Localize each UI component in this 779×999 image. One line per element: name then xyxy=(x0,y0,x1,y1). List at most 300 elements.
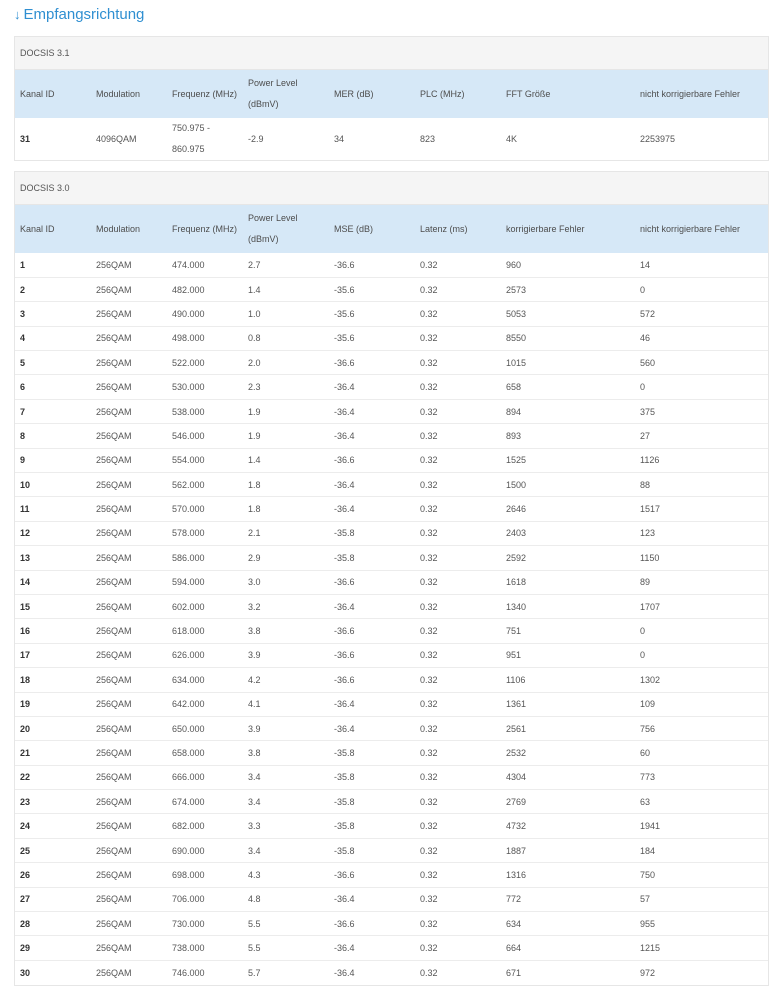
table-cell: 256QAM xyxy=(91,473,167,497)
column-header: Power Level (dBmV) xyxy=(248,78,298,109)
table-cell: 0 xyxy=(635,643,768,667)
table-cell: 3.8 xyxy=(243,741,329,765)
table-cell: 572 xyxy=(635,302,768,326)
table-cell: 0.32 xyxy=(415,741,501,765)
table-cell: 12 xyxy=(15,521,91,545)
table-cell: 730.000 xyxy=(167,912,243,936)
table-cell: 28 xyxy=(15,912,91,936)
table-cell: 375 xyxy=(635,399,768,423)
table-cell: -36.4 xyxy=(329,497,415,521)
table-cell: 560 xyxy=(635,351,768,375)
table-cell: 0.32 xyxy=(415,473,501,497)
table-cell: -36.4 xyxy=(329,594,415,618)
table-cell: 0.32 xyxy=(415,424,501,448)
table-cell: 490.000 xyxy=(167,302,243,326)
table-cell: 823 xyxy=(420,133,436,144)
column-header: PLC (MHz) xyxy=(420,88,465,99)
table-cell: 0.32 xyxy=(415,643,501,667)
table-cell: 88 xyxy=(635,473,768,497)
docsis30-table xyxy=(15,205,768,985)
table-cell: 11 xyxy=(15,497,91,521)
table-row xyxy=(15,643,768,667)
table-cell: 4.3 xyxy=(243,863,329,887)
table-cell: 750.975 - 860.975 xyxy=(172,123,211,154)
table-cell: 1500 xyxy=(501,473,635,497)
table-cell: 2.1 xyxy=(243,521,329,545)
table-cell: 0.32 xyxy=(415,790,501,814)
table-cell: 29 xyxy=(15,936,91,960)
table-cell: 706.000 xyxy=(167,887,243,911)
table-cell: 538.000 xyxy=(167,399,243,423)
table-cell: 5.7 xyxy=(248,967,261,978)
table-cell: 0.32 xyxy=(415,546,501,570)
table-cell: 256QAM xyxy=(91,912,167,936)
table-cell: 1707 xyxy=(635,594,768,618)
table-cell: 658.000 xyxy=(167,741,243,765)
table-cell: 562.000 xyxy=(167,473,243,497)
table-cell: 26 xyxy=(15,863,91,887)
table-cell: 23 xyxy=(15,790,91,814)
table-cell: 14 xyxy=(635,253,768,277)
table-cell: 30 xyxy=(20,967,31,978)
table-row xyxy=(15,814,768,838)
table-cell: 256QAM xyxy=(91,570,167,594)
table-cell: 256QAM xyxy=(91,326,167,350)
table-cell: 738.000 xyxy=(167,936,243,960)
table-cell: -36.6 xyxy=(329,668,415,692)
table-cell: 698.000 xyxy=(167,863,243,887)
table-cell: 4.8 xyxy=(243,887,329,911)
table-cell: 256QAM xyxy=(91,448,167,472)
table-cell: 4 xyxy=(15,326,91,350)
table-row xyxy=(15,326,768,350)
table-cell: 0.8 xyxy=(243,326,329,350)
table-cell: 256QAM xyxy=(91,351,167,375)
table-cell: 1 xyxy=(15,253,91,277)
table-cell: 1.9 xyxy=(243,399,329,423)
table-cell: 31 xyxy=(20,133,31,144)
table-cell: 650.000 xyxy=(167,716,243,740)
table-cell: 10 xyxy=(15,473,91,497)
table-cell: 256QAM xyxy=(91,692,167,716)
table-cell: 16 xyxy=(15,619,91,643)
table-cell: 682.000 xyxy=(167,814,243,838)
arrow-down-icon: ↓ xyxy=(14,6,21,22)
table-cell: 3.4 xyxy=(243,838,329,862)
table-row xyxy=(15,912,768,936)
table-cell: 3.9 xyxy=(243,643,329,667)
table-cell: 586.000 xyxy=(167,546,243,570)
table-row xyxy=(15,887,768,911)
table-cell: 256QAM xyxy=(91,765,167,789)
table-cell: 256QAM xyxy=(91,668,167,692)
table-cell: 27 xyxy=(635,424,768,448)
table-cell: 2646 xyxy=(501,497,635,521)
table-cell: -35.8 xyxy=(329,765,415,789)
table-cell: -36.4 xyxy=(329,887,415,911)
column-header: Modulation xyxy=(96,88,141,99)
column-header: korrigierbare Fehler xyxy=(506,223,585,234)
table-cell: -35.8 xyxy=(329,790,415,814)
column-header: nicht korrigierbare Fehler xyxy=(640,223,741,234)
table-cell: 474.000 xyxy=(167,253,243,277)
table-cell: 2.3 xyxy=(243,375,329,399)
table-cell: 2561 xyxy=(501,716,635,740)
table-cell: 7 xyxy=(15,399,91,423)
table-cell: 17 xyxy=(15,643,91,667)
table-cell: 3.3 xyxy=(243,814,329,838)
table-cell: -36.6 xyxy=(329,863,415,887)
table-cell: 256QAM xyxy=(91,375,167,399)
table-cell: -35.8 xyxy=(329,741,415,765)
table-cell: 773 xyxy=(635,765,768,789)
table-cell: 570.000 xyxy=(167,497,243,521)
table-cell: 602.000 xyxy=(167,594,243,618)
table-cell: 256QAM xyxy=(91,521,167,545)
table-cell: 19 xyxy=(15,692,91,716)
table-cell: 1.4 xyxy=(243,448,329,472)
table-cell: -35.8 xyxy=(329,521,415,545)
column-header: MER (dB) xyxy=(334,88,374,99)
table-cell: 3.9 xyxy=(243,716,329,740)
table-cell: 2253975 xyxy=(640,133,676,144)
table-cell: 256QAM xyxy=(91,302,167,326)
table-cell: -36.6 xyxy=(329,253,415,277)
table-cell: -36.4 xyxy=(329,716,415,740)
table-cell: -36.4 xyxy=(329,424,415,448)
column-header: nicht korrigierbare Fehler xyxy=(640,88,741,99)
table-cell: 14 xyxy=(15,570,91,594)
table-row xyxy=(15,399,768,423)
table-cell: 18 xyxy=(15,668,91,692)
column-header: FFT Größe xyxy=(506,88,551,99)
table-cell: 1106 xyxy=(501,668,635,692)
docsis31-title: DOCSIS 3.1 xyxy=(15,37,768,70)
table-cell: 256QAM xyxy=(91,936,167,960)
table-cell: -36.4 xyxy=(329,692,415,716)
table-cell: 0.32 xyxy=(415,497,501,521)
column-header: Latenz (ms) xyxy=(420,223,468,234)
table-cell: 0.32 xyxy=(415,692,501,716)
table-cell: 0.32 xyxy=(415,765,501,789)
table-row xyxy=(15,253,768,277)
table-cell: 15 xyxy=(15,594,91,618)
table-cell: 1.0 xyxy=(243,302,329,326)
table-row xyxy=(15,118,768,160)
table-cell: 1887 xyxy=(501,838,635,862)
table-cell: 2403 xyxy=(501,521,635,545)
table-cell: 256QAM xyxy=(91,814,167,838)
table-cell: 4304 xyxy=(501,765,635,789)
table-cell: 664 xyxy=(501,936,635,960)
table-cell: 4K xyxy=(506,133,518,144)
table-cell: 2592 xyxy=(501,546,635,570)
table-cell: 0 xyxy=(635,375,768,399)
table-cell: 626.000 xyxy=(167,643,243,667)
column-header: Modulation xyxy=(96,223,141,234)
table-cell: 21 xyxy=(15,741,91,765)
table-cell: 658 xyxy=(501,375,635,399)
table-cell: 0.32 xyxy=(415,521,501,545)
table-cell: -35.6 xyxy=(329,302,415,326)
table-cell: 772 xyxy=(501,887,635,911)
table-cell: 25 xyxy=(15,838,91,862)
table-cell: 256QAM xyxy=(91,497,167,521)
table-cell: 0.32 xyxy=(415,277,501,301)
table-cell: 750 xyxy=(635,863,768,887)
column-header: MSE (dB) xyxy=(334,223,374,234)
table-cell: 0.32 xyxy=(415,887,501,911)
table-cell: 1618 xyxy=(501,570,635,594)
table-cell: 2769 xyxy=(501,790,635,814)
table-row xyxy=(15,473,768,497)
table-cell: 0.32 xyxy=(415,594,501,618)
table-row xyxy=(15,936,768,960)
table-cell: 256QAM xyxy=(91,546,167,570)
table-cell: 0.32 xyxy=(415,912,501,936)
table-cell: -36.6 xyxy=(329,351,415,375)
table-cell: -36.4 xyxy=(329,399,415,423)
table-cell: 0.32 xyxy=(415,326,501,350)
table-row xyxy=(15,521,768,545)
table-cell: 1525 xyxy=(501,448,635,472)
docsis31-panel xyxy=(14,36,769,161)
table-cell: -35.6 xyxy=(329,277,415,301)
table-cell: 256QAM xyxy=(91,253,167,277)
column-header: Kanal ID xyxy=(20,223,55,234)
table-row xyxy=(15,619,768,643)
table-cell: 0.32 xyxy=(420,967,438,978)
table-header-row xyxy=(15,70,768,118)
table-cell: 0.32 xyxy=(415,302,501,326)
table-cell: -36.4 xyxy=(329,936,415,960)
table-cell: 2.9 xyxy=(243,546,329,570)
table-cell: 1.9 xyxy=(243,424,329,448)
table-cell: 6 xyxy=(15,375,91,399)
table-cell: 9 xyxy=(15,448,91,472)
table-cell: 751 xyxy=(501,619,635,643)
table-cell: 0 xyxy=(635,277,768,301)
table-cell: 2.0 xyxy=(243,351,329,375)
table-cell: 34 xyxy=(334,133,345,144)
table-cell: 0.32 xyxy=(415,838,501,862)
table-cell: 123 xyxy=(635,521,768,545)
table-cell: 634 xyxy=(501,912,635,936)
table-cell: 256QAM xyxy=(91,277,167,301)
table-cell: 666.000 xyxy=(167,765,243,789)
docsis30-panel xyxy=(14,171,769,986)
table-cell: -36.6 xyxy=(329,448,415,472)
table-cell: 0.32 xyxy=(415,863,501,887)
docsis30-title: DOCSIS 3.0 xyxy=(15,172,768,205)
table-cell: 0.32 xyxy=(415,814,501,838)
table-cell: 20 xyxy=(15,716,91,740)
table-cell: 8 xyxy=(15,424,91,448)
table-cell: 634.000 xyxy=(167,668,243,692)
table-cell: 1302 xyxy=(635,668,768,692)
table-cell: 671 xyxy=(506,967,522,978)
table-cell: 0.32 xyxy=(415,253,501,277)
table-cell: 746.000 xyxy=(172,967,205,978)
table-cell: -36.6 xyxy=(329,570,415,594)
table-cell: 530.000 xyxy=(167,375,243,399)
table-cell: -36.4 xyxy=(329,375,415,399)
table-cell: 756 xyxy=(635,716,768,740)
table-cell: 3.4 xyxy=(243,790,329,814)
table-cell: 0.32 xyxy=(415,351,501,375)
table-cell: 522.000 xyxy=(167,351,243,375)
table-cell: 0.32 xyxy=(415,399,501,423)
table-row xyxy=(15,594,768,618)
table-cell: -36.4 xyxy=(329,473,415,497)
table-header-row xyxy=(15,205,768,253)
table-cell: 46 xyxy=(635,326,768,350)
table-cell: 1340 xyxy=(501,594,635,618)
table-row xyxy=(15,351,768,375)
table-cell: 27 xyxy=(15,887,91,911)
table-cell: 618.000 xyxy=(167,619,243,643)
table-row xyxy=(15,863,768,887)
table-cell: 3.8 xyxy=(243,619,329,643)
table-row xyxy=(15,960,768,984)
column-header: Kanal ID xyxy=(20,88,55,99)
table-row xyxy=(15,424,768,448)
table-cell: 0.32 xyxy=(415,716,501,740)
table-cell: 960 xyxy=(501,253,635,277)
table-cell: 0.32 xyxy=(415,936,501,960)
table-cell: -2.9 xyxy=(248,133,264,144)
table-cell: 1941 xyxy=(635,814,768,838)
table-cell: 578.000 xyxy=(167,521,243,545)
table-cell: -35.8 xyxy=(329,546,415,570)
table-cell: 2 xyxy=(15,277,91,301)
table-cell: -36.6 xyxy=(329,619,415,643)
table-cell: 0.32 xyxy=(415,448,501,472)
table-cell: 22 xyxy=(15,765,91,789)
table-cell: 256QAM xyxy=(91,838,167,862)
table-cell: 1.8 xyxy=(243,473,329,497)
table-cell: 63 xyxy=(635,790,768,814)
table-cell: 0 xyxy=(635,619,768,643)
table-cell: 60 xyxy=(635,741,768,765)
table-cell: 3.0 xyxy=(243,570,329,594)
table-cell: 594.000 xyxy=(167,570,243,594)
column-header: Power Level (dBmV) xyxy=(248,213,298,244)
table-cell: 690.000 xyxy=(167,838,243,862)
table-cell: 0.32 xyxy=(415,570,501,594)
section-heading[interactable] xyxy=(14,4,144,24)
table-cell: 256QAM xyxy=(96,967,132,978)
table-cell: 109 xyxy=(635,692,768,716)
table-cell: -36.6 xyxy=(329,643,415,667)
table-cell: 8550 xyxy=(501,326,635,350)
table-cell: 256QAM xyxy=(91,887,167,911)
table-cell: -36.6 xyxy=(329,912,415,936)
table-row xyxy=(15,838,768,862)
table-cell: 256QAM xyxy=(91,424,167,448)
table-row xyxy=(15,448,768,472)
table-row xyxy=(15,277,768,301)
table-cell: 4096QAM xyxy=(96,133,137,144)
table-cell: 57 xyxy=(635,887,768,911)
docsis31-table xyxy=(15,70,768,160)
table-cell: 5 xyxy=(15,351,91,375)
table-cell: 0.32 xyxy=(415,668,501,692)
table-cell: 554.000 xyxy=(167,448,243,472)
table-cell: 5053 xyxy=(501,302,635,326)
table-cell: 1.4 xyxy=(243,277,329,301)
table-row xyxy=(15,570,768,594)
table-cell: 256QAM xyxy=(91,741,167,765)
table-cell: 1316 xyxy=(501,863,635,887)
table-row xyxy=(15,375,768,399)
table-cell: 1215 xyxy=(635,936,768,960)
table-cell: 1015 xyxy=(501,351,635,375)
table-cell: 546.000 xyxy=(167,424,243,448)
table-row xyxy=(15,692,768,716)
table-cell: 256QAM xyxy=(91,716,167,740)
table-cell: -35.8 xyxy=(329,838,415,862)
table-cell: -35.8 xyxy=(329,814,415,838)
table-cell: 2532 xyxy=(501,741,635,765)
table-cell: 1.8 xyxy=(243,497,329,521)
table-cell: 5.5 xyxy=(243,936,329,960)
table-cell: 642.000 xyxy=(167,692,243,716)
table-cell: 256QAM xyxy=(91,619,167,643)
table-cell: 894 xyxy=(501,399,635,423)
table-cell: 3 xyxy=(15,302,91,326)
table-cell: 4.2 xyxy=(243,668,329,692)
table-row xyxy=(15,741,768,765)
table-row xyxy=(15,716,768,740)
table-cell: 256QAM xyxy=(91,790,167,814)
table-cell: 951 xyxy=(501,643,635,667)
table-cell: 0.32 xyxy=(415,375,501,399)
table-cell: 2573 xyxy=(501,277,635,301)
table-cell: 184 xyxy=(635,838,768,862)
table-cell: 1361 xyxy=(501,692,635,716)
table-row xyxy=(15,497,768,521)
table-cell: 1126 xyxy=(635,448,768,472)
table-cell: 893 xyxy=(501,424,635,448)
table-cell: 13 xyxy=(15,546,91,570)
column-header: Frequenz (MHz) xyxy=(172,223,238,234)
table-cell: 256QAM xyxy=(91,594,167,618)
table-cell: 2.7 xyxy=(243,253,329,277)
table-cell: -35.6 xyxy=(329,326,415,350)
table-cell: 1517 xyxy=(635,497,768,521)
table-cell: 674.000 xyxy=(167,790,243,814)
table-cell: 3.2 xyxy=(243,594,329,618)
table-row xyxy=(15,765,768,789)
table-cell: 955 xyxy=(635,912,768,936)
table-cell: 0.32 xyxy=(415,619,501,643)
table-cell: 1150 xyxy=(635,546,768,570)
table-cell: 89 xyxy=(635,570,768,594)
table-cell: 4.1 xyxy=(243,692,329,716)
table-cell: -36.4 xyxy=(334,967,355,978)
table-cell: 3.4 xyxy=(243,765,329,789)
table-cell: 498.000 xyxy=(167,326,243,350)
table-row xyxy=(15,790,768,814)
table-cell: 482.000 xyxy=(167,277,243,301)
table-row xyxy=(15,302,768,326)
section-title: Empfangsrichtung xyxy=(23,5,145,23)
table-row xyxy=(15,668,768,692)
table-cell: 4732 xyxy=(501,814,635,838)
table-cell: 256QAM xyxy=(91,399,167,423)
table-row xyxy=(15,546,768,570)
